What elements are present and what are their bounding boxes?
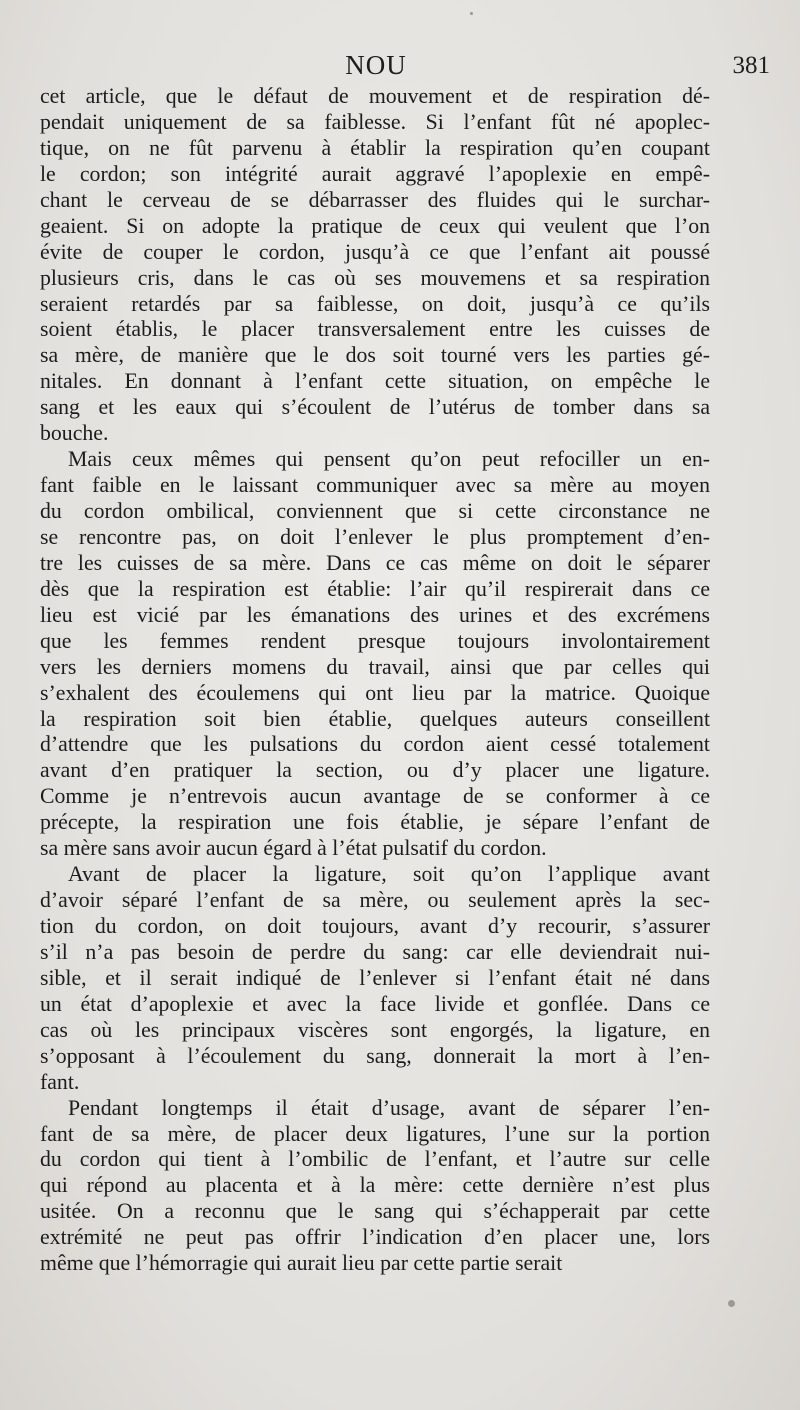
text-line: se rencontre pas, on doit l’enlever le plus promptement d’en- (40, 524, 710, 549)
text-line: seraient retardés par sa faiblesse, on doit, jusqu’à ce qu’ils (40, 291, 710, 316)
running-head: NOU (345, 50, 407, 80)
text-line: du cordon qui tient à l’ombilic de l’enfant, et l’autre sur celle (40, 1147, 710, 1172)
text-line: tique, on ne fût parvenu à établir la respiration qu’en coupant (40, 135, 710, 160)
text-line: Avant de placer la ligature, soit qu’on l’applique avant (68, 862, 710, 887)
text-line: extrémité ne peut pas offrir l’indication d’en placer une, lors (40, 1225, 710, 1250)
text-line: cas où les principaux viscères sont engorgés, la ligature, en (40, 1017, 710, 1042)
text-line: vers les derniers momens du travail, ainsi que par celles qui (40, 654, 710, 679)
body-text (40, 84, 710, 1277)
text-line: même que l’hémorragie qui aurait lieu par cette partie serait (40, 1251, 563, 1276)
paragraph (40, 447, 710, 862)
text-line: d’attendre que les pulsations du cordon aient cessé totalement (40, 732, 710, 757)
text-line: un état d’apoplexie et avec la face livide et gonflée. Dans ce (40, 991, 710, 1016)
text-line: Pendant longtemps il était d’usage, avant de séparer l’en- (68, 1095, 710, 1120)
text-line: nitales. En donnant à l’enfant cette situation, on empêche le (40, 369, 710, 394)
text-line: que les femmes rendent presque toujours involontairement (40, 628, 710, 653)
text-line: avant d’en pratiquer la section, ou d’y placer une ligature. (40, 758, 710, 783)
text-line: sa mère, de manière que le dos soit tourné vers les parties gé- (40, 343, 710, 368)
paragraph (40, 84, 710, 447)
text-line: évite de couper le cordon, jusqu’à ce que l’enfant ait poussé (40, 239, 710, 264)
text-line: usitée. On a reconnu que le sang qui s’échapperait par cette (40, 1199, 710, 1224)
text-line: fant. (40, 1069, 80, 1094)
paragraph (40, 862, 710, 1095)
text-line: Comme je n’entrevois aucun avantage de se conformer à ce (40, 784, 710, 809)
page-number: 381 (732, 52, 770, 79)
text-line: cet article, que le défaut de mouvement et de respiration dé- (40, 84, 710, 108)
text-line: sang et les eaux qui s’écoulent de l’utérus de tomber dans sa (40, 395, 710, 420)
text-line: du cordon ombilical, conviennent que si cette circonstance ne (40, 499, 710, 523)
text-line: bouche. (40, 421, 109, 446)
text-line: fant de sa mère, de placer deux ligatures, l’une sur la portion (40, 1121, 710, 1146)
text-line: sa mère sans avoir aucun égard à l’état pulsatif du cordon. (40, 836, 547, 861)
text-line: chant le cerveau de se débarrasser des fluides qui le surchar- (40, 187, 710, 212)
text-line: sible, et il serait indiqué de l’enlever si l’enfant était né dans (40, 965, 710, 990)
text-line: soient établis, le placer transversalement entre les cuisses de (40, 317, 710, 342)
text-line: précepte, la respiration une fois établie, je sépare l’enfant de (40, 810, 710, 835)
text-line: pendait uniquement de sa faiblesse. Si l’enfant fût né apoplec- (40, 109, 710, 134)
text-line: la respiration soit bien établie, quelques auteurs conseillent (40, 706, 710, 731)
text-line: dès que la respiration est établie: l’air qu’il respirerait dans ce (40, 576, 710, 601)
page-header (40, 50, 770, 84)
text-line: s’exhalent des écoulemens qui ont lieu par la matrice. Quoique (40, 680, 710, 705)
text-line: fant faible en le laissant communiquer avec sa mère au moyen (40, 473, 710, 498)
paper-speck (470, 12, 473, 15)
text-line: s’il n’a pas besoin de perdre du sang: car elle deviendrait nui- (40, 939, 710, 964)
text-line: Mais ceux mêmes qui pensent qu’on peut refociller un en- (68, 447, 710, 472)
text-line: tion du cordon, on doit toujours, avant d’y recourir, s’assurer (40, 914, 710, 938)
text-line: plusieurs cris, dans le cas où ses mouvemens et sa respiration (40, 265, 710, 290)
paragraph (40, 1096, 710, 1278)
paper-speck (728, 1300, 735, 1307)
text-line: tre les cuisses de sa mère. Dans ce cas même on doit le séparer (40, 550, 710, 575)
text-line: qui répond au placenta et à la mère: cette dernière n’est plus (40, 1173, 710, 1198)
text-line: geaient. Si on adopte la pratique de ceux qui veulent que l’on (40, 213, 710, 238)
text-line: d’avoir séparé l’enfant de sa mère, ou seulement après la sec- (40, 888, 710, 913)
text-line: lieu est vicié par les émanations des urines et des excrémens (40, 602, 710, 627)
text-line: s’opposant à l’écoulement du sang, donnerait la mort à l’en- (40, 1043, 710, 1068)
text-line: le cordon; son intégrité aurait aggravé l’apoplexie en empê- (40, 161, 710, 186)
